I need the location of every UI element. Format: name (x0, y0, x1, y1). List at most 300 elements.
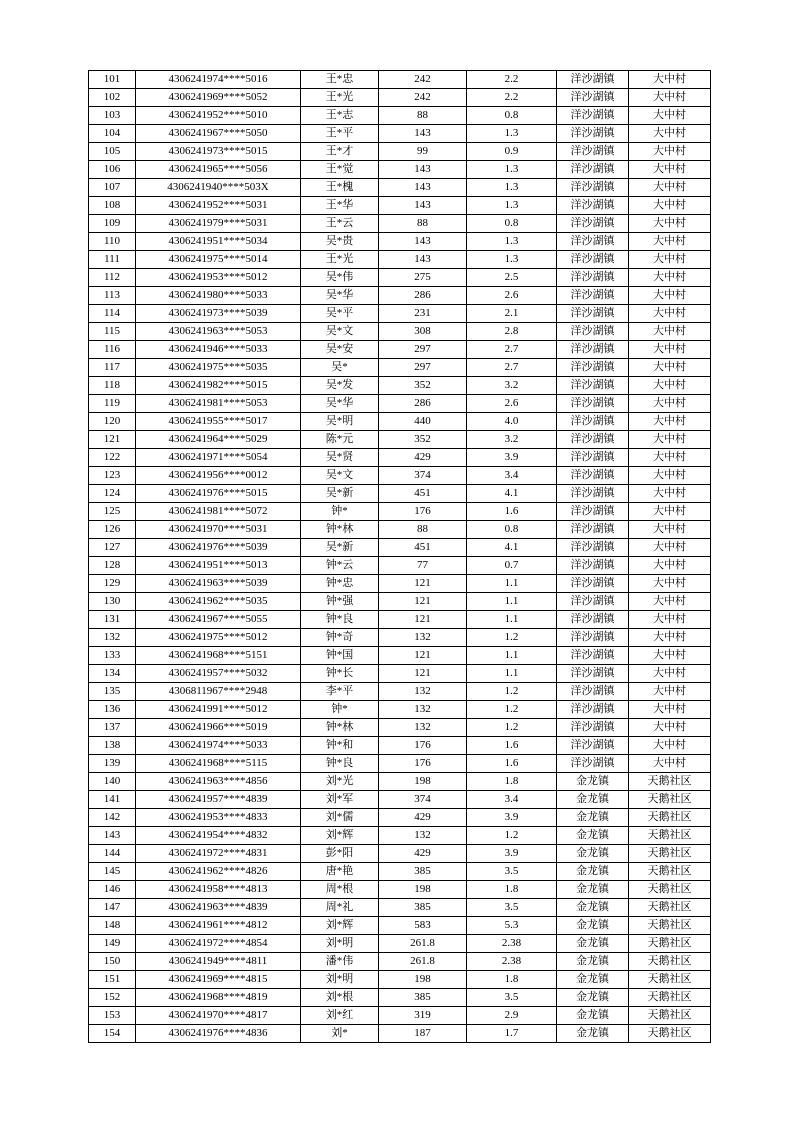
cell-area: 2.5 (467, 269, 557, 287)
cell-area: 1.1 (467, 665, 557, 683)
cell-id_number: 4306241969****4815 (136, 971, 301, 989)
cell-id_number: 4306241953****4833 (136, 809, 301, 827)
cell-village: 大中村 (629, 665, 711, 683)
cell-name: 王*华 (301, 197, 379, 215)
cell-village: 大中村 (629, 161, 711, 179)
cell-area: 1.3 (467, 197, 557, 215)
cell-amount: 198 (379, 881, 467, 899)
cell-village: 大中村 (629, 413, 711, 431)
cell-town: 洋沙湖镇 (557, 647, 629, 665)
cell-village: 天鹅社区 (629, 953, 711, 971)
cell-amount: 121 (379, 611, 467, 629)
cell-village: 大中村 (629, 323, 711, 341)
cell-id_number: 4306241974****5033 (136, 737, 301, 755)
cell-town: 金龙镇 (557, 827, 629, 845)
cell-name: 钟*良 (301, 611, 379, 629)
cell-name: 刘*红 (301, 1007, 379, 1025)
cell-amount: 176 (379, 755, 467, 773)
cell-town: 洋沙湖镇 (557, 323, 629, 341)
cell-name: 钟*林 (301, 521, 379, 539)
cell-village: 天鹅社区 (629, 827, 711, 845)
table-row (89, 647, 711, 665)
cell-area: 0.8 (467, 107, 557, 125)
cell-index: 125 (89, 503, 136, 521)
table-row (89, 251, 711, 269)
cell-index: 151 (89, 971, 136, 989)
cell-id_number: 4306241968****4819 (136, 989, 301, 1007)
cell-village: 大中村 (629, 359, 711, 377)
cell-id_number: 4306241958****4813 (136, 881, 301, 899)
cell-amount: 451 (379, 539, 467, 557)
cell-amount: 242 (379, 71, 467, 89)
cell-area: 1.7 (467, 1025, 557, 1043)
cell-name: 王*平 (301, 125, 379, 143)
cell-id_number: 4306241971****5054 (136, 449, 301, 467)
cell-area: 2.38 (467, 953, 557, 971)
table-row (89, 143, 711, 161)
table-row (89, 539, 711, 557)
cell-amount: 143 (379, 125, 467, 143)
cell-id_number: 4306241968****5115 (136, 755, 301, 773)
cell-index: 120 (89, 413, 136, 431)
cell-name: 吴*贵 (301, 233, 379, 251)
cell-index: 129 (89, 575, 136, 593)
cell-name: 王*光 (301, 89, 379, 107)
cell-name: 吴*华 (301, 395, 379, 413)
cell-id_number: 4306241975****5012 (136, 629, 301, 647)
cell-town: 金龙镇 (557, 881, 629, 899)
cell-name: 吴*明 (301, 413, 379, 431)
cell-amount: 132 (379, 683, 467, 701)
cell-area: 1.2 (467, 683, 557, 701)
cell-amount: 385 (379, 989, 467, 1007)
table-row (89, 917, 711, 935)
cell-id_number: 4306241982****5015 (136, 377, 301, 395)
cell-town: 洋沙湖镇 (557, 683, 629, 701)
cell-village: 大中村 (629, 737, 711, 755)
cell-area: 1.1 (467, 593, 557, 611)
table-row (89, 809, 711, 827)
cell-area: 3.4 (467, 791, 557, 809)
table-row (89, 791, 711, 809)
cell-village: 大中村 (629, 251, 711, 269)
cell-town: 洋沙湖镇 (557, 359, 629, 377)
cell-town: 金龙镇 (557, 917, 629, 935)
cell-index: 121 (89, 431, 136, 449)
cell-index: 107 (89, 179, 136, 197)
cell-id_number: 4306241991****5012 (136, 701, 301, 719)
cell-name: 王*光 (301, 251, 379, 269)
cell-index: 105 (89, 143, 136, 161)
cell-name: 钟* (301, 503, 379, 521)
cell-town: 洋沙湖镇 (557, 611, 629, 629)
cell-index: 124 (89, 485, 136, 503)
cell-area: 3.2 (467, 431, 557, 449)
cell-village: 大中村 (629, 593, 711, 611)
cell-id_number: 4306241966****5019 (136, 719, 301, 737)
cell-town: 金龙镇 (557, 1025, 629, 1043)
cell-id_number: 4306241961****4812 (136, 917, 301, 935)
cell-area: 2.9 (467, 1007, 557, 1025)
cell-amount: 308 (379, 323, 467, 341)
cell-index: 119 (89, 395, 136, 413)
cell-amount: 176 (379, 503, 467, 521)
cell-id_number: 4306241965****5056 (136, 161, 301, 179)
cell-village: 天鹅社区 (629, 1025, 711, 1043)
cell-town: 洋沙湖镇 (557, 485, 629, 503)
cell-id_number: 4306241976****5039 (136, 539, 301, 557)
cell-town: 洋沙湖镇 (557, 629, 629, 647)
cell-village: 大中村 (629, 449, 711, 467)
cell-area: 1.8 (467, 971, 557, 989)
cell-id_number: 4306241979****5031 (136, 215, 301, 233)
table-row (89, 881, 711, 899)
cell-village: 大中村 (629, 341, 711, 359)
cell-amount: 286 (379, 287, 467, 305)
table-row (89, 287, 711, 305)
cell-village: 大中村 (629, 269, 711, 287)
cell-index: 147 (89, 899, 136, 917)
cell-index: 134 (89, 665, 136, 683)
cell-area: 0.7 (467, 557, 557, 575)
cell-index: 142 (89, 809, 136, 827)
cell-amount: 385 (379, 863, 467, 881)
cell-town: 洋沙湖镇 (557, 719, 629, 737)
cell-name: 王*忠 (301, 71, 379, 89)
cell-area: 1.3 (467, 251, 557, 269)
cell-town: 金龙镇 (557, 773, 629, 791)
cell-amount: 198 (379, 971, 467, 989)
cell-area: 2.38 (467, 935, 557, 953)
cell-town: 洋沙湖镇 (557, 341, 629, 359)
cell-name: 王*槐 (301, 179, 379, 197)
cell-id_number: 4306241949****4811 (136, 953, 301, 971)
cell-village: 天鹅社区 (629, 881, 711, 899)
table-row (89, 1025, 711, 1043)
cell-index: 143 (89, 827, 136, 845)
cell-index: 128 (89, 557, 136, 575)
cell-name: 吴*文 (301, 323, 379, 341)
cell-name: 钟*和 (301, 737, 379, 755)
cell-area: 1.2 (467, 827, 557, 845)
cell-town: 洋沙湖镇 (557, 467, 629, 485)
cell-area: 1.6 (467, 755, 557, 773)
table-row (89, 233, 711, 251)
cell-area: 3.5 (467, 899, 557, 917)
cell-area: 1.2 (467, 701, 557, 719)
cell-amount: 121 (379, 665, 467, 683)
cell-area: 3.9 (467, 449, 557, 467)
cell-village: 天鹅社区 (629, 863, 711, 881)
cell-index: 137 (89, 719, 136, 737)
cell-village: 大中村 (629, 611, 711, 629)
cell-id_number: 4306241955****5017 (136, 413, 301, 431)
cell-amount: 374 (379, 467, 467, 485)
roster-table (88, 70, 711, 1043)
cell-index: 103 (89, 107, 136, 125)
cell-amount: 187 (379, 1025, 467, 1043)
cell-town: 洋沙湖镇 (557, 701, 629, 719)
cell-area: 2.2 (467, 89, 557, 107)
cell-area: 2.1 (467, 305, 557, 323)
cell-id_number: 4306241951****5013 (136, 557, 301, 575)
table-row (89, 503, 711, 521)
cell-area: 1.2 (467, 629, 557, 647)
cell-name: 周*礼 (301, 899, 379, 917)
cell-area: 1.8 (467, 773, 557, 791)
cell-index: 113 (89, 287, 136, 305)
cell-amount: 143 (379, 197, 467, 215)
cell-area: 1.6 (467, 503, 557, 521)
cell-town: 洋沙湖镇 (557, 161, 629, 179)
cell-id_number: 4306241962****5035 (136, 593, 301, 611)
cell-town: 洋沙湖镇 (557, 125, 629, 143)
cell-area: 1.2 (467, 719, 557, 737)
cell-index: 138 (89, 737, 136, 755)
cell-area: 2.8 (467, 323, 557, 341)
cell-index: 127 (89, 539, 136, 557)
table-row (89, 935, 711, 953)
cell-village: 天鹅社区 (629, 809, 711, 827)
cell-name: 钟* (301, 701, 379, 719)
cell-name: 王*才 (301, 143, 379, 161)
table-row (89, 773, 711, 791)
table-row (89, 845, 711, 863)
cell-name: 钟*良 (301, 755, 379, 773)
cell-name: 李*平 (301, 683, 379, 701)
cell-town: 洋沙湖镇 (557, 179, 629, 197)
cell-name: 刘*明 (301, 971, 379, 989)
table-row (89, 395, 711, 413)
cell-index: 149 (89, 935, 136, 953)
cell-amount: 352 (379, 431, 467, 449)
cell-town: 洋沙湖镇 (557, 233, 629, 251)
cell-id_number: 4306241974****5016 (136, 71, 301, 89)
cell-index: 115 (89, 323, 136, 341)
cell-amount: 143 (379, 179, 467, 197)
cell-name: 钟*强 (301, 593, 379, 611)
cell-name: 刘*辉 (301, 917, 379, 935)
cell-id_number: 4306241952****5031 (136, 197, 301, 215)
cell-id_number: 4306241967****5050 (136, 125, 301, 143)
cell-village: 大中村 (629, 755, 711, 773)
cell-town: 金龙镇 (557, 1007, 629, 1025)
cell-name: 吴*贤 (301, 449, 379, 467)
cell-amount: 583 (379, 917, 467, 935)
cell-index: 145 (89, 863, 136, 881)
cell-town: 洋沙湖镇 (557, 71, 629, 89)
cell-index: 154 (89, 1025, 136, 1043)
cell-name: 刘*军 (301, 791, 379, 809)
cell-village: 天鹅社区 (629, 1007, 711, 1025)
cell-id_number: 4306241957****4839 (136, 791, 301, 809)
cell-town: 洋沙湖镇 (557, 143, 629, 161)
table-row (89, 665, 711, 683)
cell-town: 洋沙湖镇 (557, 287, 629, 305)
cell-town: 金龙镇 (557, 953, 629, 971)
cell-town: 洋沙湖镇 (557, 395, 629, 413)
cell-area: 0.8 (467, 215, 557, 233)
cell-town: 洋沙湖镇 (557, 575, 629, 593)
cell-index: 108 (89, 197, 136, 215)
cell-town: 洋沙湖镇 (557, 593, 629, 611)
cell-amount: 374 (379, 791, 467, 809)
cell-village: 天鹅社区 (629, 989, 711, 1007)
cell-index: 101 (89, 71, 136, 89)
cell-index: 135 (89, 683, 136, 701)
cell-town: 洋沙湖镇 (557, 665, 629, 683)
table-row (89, 485, 711, 503)
cell-name: 吴*新 (301, 539, 379, 557)
cell-id_number: 4306241972****4854 (136, 935, 301, 953)
cell-id_number: 4306241968****5151 (136, 647, 301, 665)
cell-village: 大中村 (629, 431, 711, 449)
cell-town: 金龙镇 (557, 989, 629, 1007)
cell-village: 大中村 (629, 89, 711, 107)
cell-town: 洋沙湖镇 (557, 89, 629, 107)
cell-amount: 143 (379, 233, 467, 251)
cell-village: 大中村 (629, 395, 711, 413)
cell-amount: 297 (379, 341, 467, 359)
cell-area: 4.0 (467, 413, 557, 431)
cell-index: 136 (89, 701, 136, 719)
cell-name: 彭*阳 (301, 845, 379, 863)
cell-id_number: 4306241973****5015 (136, 143, 301, 161)
cell-town: 金龙镇 (557, 899, 629, 917)
cell-amount: 132 (379, 827, 467, 845)
cell-name: 唐*艳 (301, 863, 379, 881)
cell-area: 1.3 (467, 179, 557, 197)
table-row (89, 359, 711, 377)
cell-index: 111 (89, 251, 136, 269)
cell-area: 1.1 (467, 611, 557, 629)
cell-name: 钟*长 (301, 665, 379, 683)
table-row (89, 719, 711, 737)
cell-town: 洋沙湖镇 (557, 539, 629, 557)
cell-id_number: 4306241976****4836 (136, 1025, 301, 1043)
table-row (89, 611, 711, 629)
table-row (89, 197, 711, 215)
cell-id_number: 4306241972****4831 (136, 845, 301, 863)
cell-village: 大中村 (629, 125, 711, 143)
table-row (89, 71, 711, 89)
table-row (89, 323, 711, 341)
cell-village: 大中村 (629, 647, 711, 665)
cell-index: 110 (89, 233, 136, 251)
cell-amount: 429 (379, 809, 467, 827)
cell-village: 大中村 (629, 71, 711, 89)
table-row (89, 755, 711, 773)
cell-id_number: 4306241964****5029 (136, 431, 301, 449)
cell-amount: 451 (379, 485, 467, 503)
cell-village: 大中村 (629, 485, 711, 503)
cell-town: 洋沙湖镇 (557, 269, 629, 287)
table-row (89, 413, 711, 431)
cell-area: 1.3 (467, 125, 557, 143)
cell-village: 大中村 (629, 467, 711, 485)
cell-amount: 121 (379, 593, 467, 611)
cell-amount: 286 (379, 395, 467, 413)
cell-area: 0.8 (467, 521, 557, 539)
table-row (89, 305, 711, 323)
cell-town: 金龙镇 (557, 863, 629, 881)
cell-name: 钟*奇 (301, 629, 379, 647)
cell-amount: 429 (379, 449, 467, 467)
table-row (89, 269, 711, 287)
cell-name: 王*觉 (301, 161, 379, 179)
cell-amount: 77 (379, 557, 467, 575)
cell-amount: 99 (379, 143, 467, 161)
cell-town: 洋沙湖镇 (557, 215, 629, 233)
cell-id_number: 4306241963****5053 (136, 323, 301, 341)
cell-index: 106 (89, 161, 136, 179)
cell-town: 洋沙湖镇 (557, 377, 629, 395)
cell-area: 2.2 (467, 71, 557, 89)
cell-village: 大中村 (629, 629, 711, 647)
table-row (89, 431, 711, 449)
cell-town: 洋沙湖镇 (557, 431, 629, 449)
cell-id_number: 4306241962****4826 (136, 863, 301, 881)
cell-village: 大中村 (629, 107, 711, 125)
cell-amount: 275 (379, 269, 467, 287)
cell-village: 天鹅社区 (629, 773, 711, 791)
cell-town: 洋沙湖镇 (557, 557, 629, 575)
cell-index: 130 (89, 593, 136, 611)
cell-id_number: 4306241969****5052 (136, 89, 301, 107)
cell-index: 112 (89, 269, 136, 287)
cell-village: 大中村 (629, 143, 711, 161)
cell-town: 洋沙湖镇 (557, 449, 629, 467)
cell-id_number: 4306241980****5033 (136, 287, 301, 305)
cell-area: 1.3 (467, 233, 557, 251)
cell-amount: 429 (379, 845, 467, 863)
cell-name: 刘*光 (301, 773, 379, 791)
cell-village: 大中村 (629, 377, 711, 395)
cell-name: 吴*文 (301, 467, 379, 485)
cell-town: 洋沙湖镇 (557, 413, 629, 431)
cell-name: 刘* (301, 1025, 379, 1043)
table-row (89, 593, 711, 611)
cell-area: 4.1 (467, 485, 557, 503)
cell-area: 1.6 (467, 737, 557, 755)
cell-town: 洋沙湖镇 (557, 737, 629, 755)
table-row (89, 989, 711, 1007)
cell-index: 122 (89, 449, 136, 467)
cell-amount: 143 (379, 251, 467, 269)
cell-village: 大中村 (629, 557, 711, 575)
cell-index: 146 (89, 881, 136, 899)
cell-area: 0.9 (467, 143, 557, 161)
cell-index: 140 (89, 773, 136, 791)
cell-village: 大中村 (629, 503, 711, 521)
table-row (89, 899, 711, 917)
cell-amount: 132 (379, 629, 467, 647)
cell-id_number: 4306811967****2948 (136, 683, 301, 701)
table-row (89, 125, 711, 143)
cell-village: 大中村 (629, 233, 711, 251)
cell-id_number: 4306241975****5014 (136, 251, 301, 269)
table-row (89, 557, 711, 575)
table-row (89, 1007, 711, 1025)
cell-area: 1.8 (467, 881, 557, 899)
cell-id_number: 4306241951****5034 (136, 233, 301, 251)
table-row (89, 107, 711, 125)
cell-name: 吴*发 (301, 377, 379, 395)
table-row (89, 449, 711, 467)
cell-area: 3.2 (467, 377, 557, 395)
cell-name: 王*志 (301, 107, 379, 125)
cell-index: 116 (89, 341, 136, 359)
